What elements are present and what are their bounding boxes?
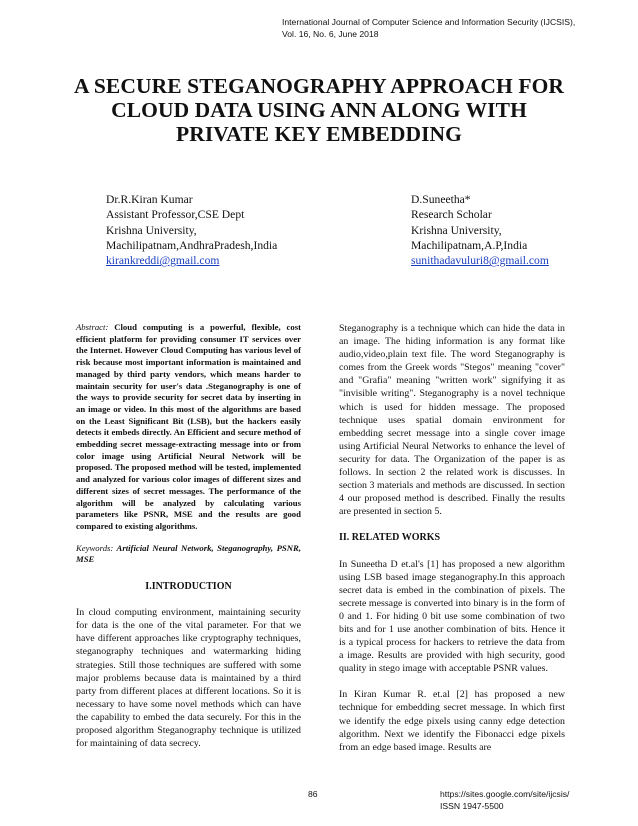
related-work-paragraph-2: In Kiran Kumar R. et.al [2] has proposed a new technique for embedding secret message. In which first we identify the edge pixels using canny edge detection algorithm. Next we identify the Fibonacci edge pixels from an edge based image. Results are xyxy=(339,689,565,753)
author-position: Research Scholar xyxy=(411,208,492,222)
footer-info xyxy=(440,789,569,812)
author-name: Dr.R.Kiran Kumar xyxy=(106,193,193,206)
page-number: 86 xyxy=(308,789,318,799)
left-column xyxy=(76,322,301,750)
title-line-3: PRIVATE KEY EMBEDDING xyxy=(175,122,463,146)
author-university: Krishna University, xyxy=(411,223,502,237)
journal-volume: Vol. 16, No. 6, June 2018 xyxy=(282,28,379,39)
title-line-2: CLOUD DATA USING ANN ALONG WITH xyxy=(111,98,527,122)
introduction-paragraph: In cloud computing environment, maintaining security for data is the one of the vital parameter. For that we have different approaches like cryptography techniques, steganography techniques and watermarking hiding strategies. Still those techniques are suffered with some major problems because data is maintained by a third party from different places at different locations. So it is necessary to have some novel methods which can have the capability to embed the data securely. For this in the proposed algorithm Steganography technique is utilized for maintaining of data secrecy. xyxy=(76,607,301,750)
steganography-paragraph: Steganography is a technique which can hide the data in an image. The hiding information is any format like audio,video,plain text file. The word Steganography is comes from the Greek words "Stegos" meaning "cover" and "Grafia" meaning "written work" signifying it as "invisible writing". Steganography is a novel technique which is used for hidden message. The proposed technique uses spatial domain environment for embedding secret message into a single cover image using Artificial Neural Networks to enhance the level of security for data. The Organization of the paper is as follows. In section 2 the related work is discusses. In section 3 materials and methods are discussed. In section 4 our proposed method is described. Finally the results are presented in section 5. xyxy=(339,323,565,518)
abstract-text: Cloud computing is a powerful, flexible, cost efficient platform for providing consumer IT services over the Internet. However Cloud Computing has various level of risk because most important information is maintained and managed by third party vendors, which means harder to maintain security for user's data .Steganography is one of the ways to provide security for secret data by inserting in an image or video. In this most of the algorithms are based on the Least Significant Bit (LSB), but the hackers easily detects it embeds directly. An Efficient and secure method of embedding secret message-extracting message into or from color image using Artificial Neural Network will be proposed. The proposed method will be tested, implemented and analyzed for various color images of different sizes and different sizes of secret messages. The performance of the algorithm will be analyzed by calculating various parameters like PSNR, MSE and the results are good compared to existing algorithms. xyxy=(76,322,301,531)
author-location: Machilipatnam,AndhraPradesh,India xyxy=(106,238,278,252)
keywords-text: Artificial Neural Network, Steganography, PSNR, MSE xyxy=(76,542,301,565)
related-work-paragraph-1: In Suneetha D et.al's [1] has proposed a new algorithm using LSB based image steganography.In this approach secret data is embed in the combination of pixels. The secrete message is converted into binary is in the form of 0 and 1. For hiding 0 bit use some combination of two bits and for 1 use another combination of bits. Hence it is a typical process for hackers to retrieve the data from a image. Results are provided with high security, good quality in stego image with acceptable PSNR values. xyxy=(339,558,565,675)
abstract-label: Abstract: xyxy=(76,322,109,332)
right-column xyxy=(339,322,565,754)
keywords-label: Keywords: xyxy=(76,542,114,553)
author-block-1 xyxy=(106,192,277,268)
paper-title xyxy=(40,74,598,146)
author-email-link[interactable]: kirankreddi@gmail.com xyxy=(106,254,220,268)
footer-url-link[interactable]: https://sites.google.com/site/ijcsis/ xyxy=(440,789,570,799)
title-line-1: A SECURE STEGANOGRAPHY APPROACH FOR xyxy=(73,74,565,98)
author-name: D.Suneetha* xyxy=(411,193,471,206)
section-heading-introduction: I.INTRODUCTION xyxy=(145,581,232,593)
section-heading-related-works: II. RELATED WORKS xyxy=(339,532,441,544)
author-location: Machilipatnam,A.P,India xyxy=(411,238,528,252)
author-position: Assistant Professor,CSE Dept xyxy=(106,208,245,222)
author-email-link[interactable]: sunithadavuluri8@gmail.com xyxy=(411,254,549,268)
abstract xyxy=(76,322,301,533)
journal-name: International Journal of Computer Science and Information Security (IJCSIS), xyxy=(282,17,576,27)
keywords xyxy=(76,543,301,566)
author-block-2 xyxy=(411,192,549,268)
footer-issn: ISSN 1947-5500 xyxy=(440,800,504,811)
journal-header xyxy=(282,17,622,40)
author-university: Krishna University, xyxy=(106,223,197,237)
